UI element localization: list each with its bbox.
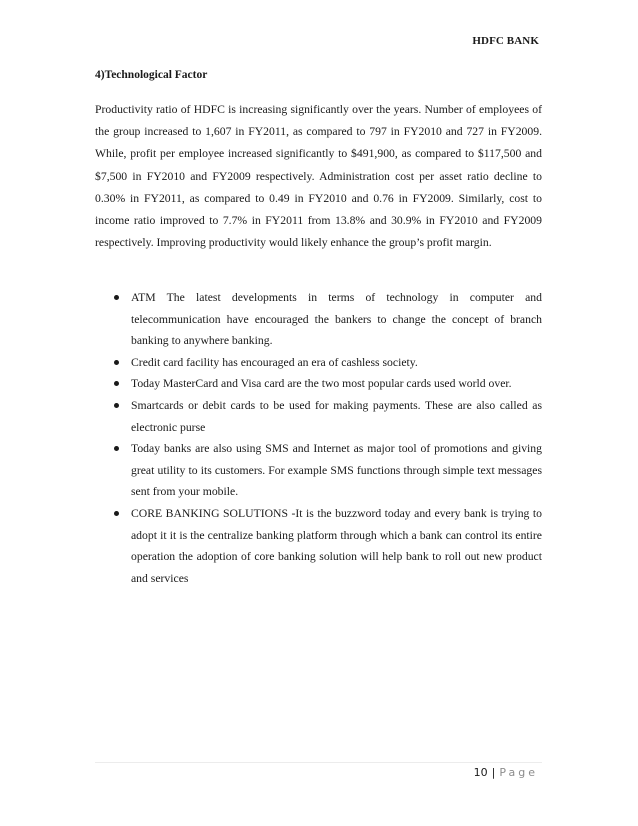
page-label: Page [499,766,538,779]
section-heading: 4)Technological Factor [95,69,208,81]
list-item-text: CORE BANKING SOLUTIONS -It is the buzzword today and every bank is trying to adopt it it is the centralize banking platform through which a bank can control its entire operation the adoption of core banking solution will help bank to roll out new product and services [131,506,542,585]
bullet-list [95,287,542,589]
list-item [95,352,542,374]
list-item [95,287,542,352]
list-item [95,503,542,589]
footer-separator: | [491,766,496,779]
page-number: 10 [473,766,488,779]
header-title: HDFC BANK [472,35,539,47]
body-paragraph: Productivity ratio of HDFC is increasing significantly over the years. Number of employees of the group increased to 1,607 in FY2011, as compared to 797 in FY2010 and 727 in FY2009. While, profit per employee increased significantly to $491,900, as compared to $117,500 and $7,500 in FY2010 and FY2009 respectively. Administration cost per asset ratio decline to 0.30% in FY2011, as compared to 0.49 in FY2010 and 0.76 in FY2009. Similarly, cost to income ratio improved to 7.7% in FY2011 from 13.8% and 30.9% in FY2010 and FY2009 respectively. Improving productivity would likely enhance the group’s profit margin. [95,103,542,250]
list-item-text: Today MasterCard and Visa card are the two most popular cards used world over. [131,377,512,391]
bullet-icon [114,360,119,365]
bullet-icon [114,446,119,451]
list-item-text: Smartcards or debit cards to be used for making payments. These are also called as electronic purse [131,398,542,434]
bullet-icon [114,381,119,386]
list-item [95,395,542,438]
list-item [95,373,542,395]
footer-divider [95,762,542,763]
list-item-text: Today banks are also using SMS and Internet as major tool of promotions and giving great utility to its customers. For example SMS functions through simple text messages sent from your mobile. [131,442,542,499]
bullet-icon [114,511,119,516]
bullet-icon [114,295,119,300]
page-footer [474,766,538,779]
list-item-text: Credit card facility has encouraged an era of cashless society. [131,355,418,369]
bullet-icon [114,403,119,408]
list-item-text: ATM The latest developments in terms of technology in computer and telecommunication have encouraged the bankers to change the concept of branch banking to anywhere banking. [131,291,542,348]
list-item [95,438,542,503]
